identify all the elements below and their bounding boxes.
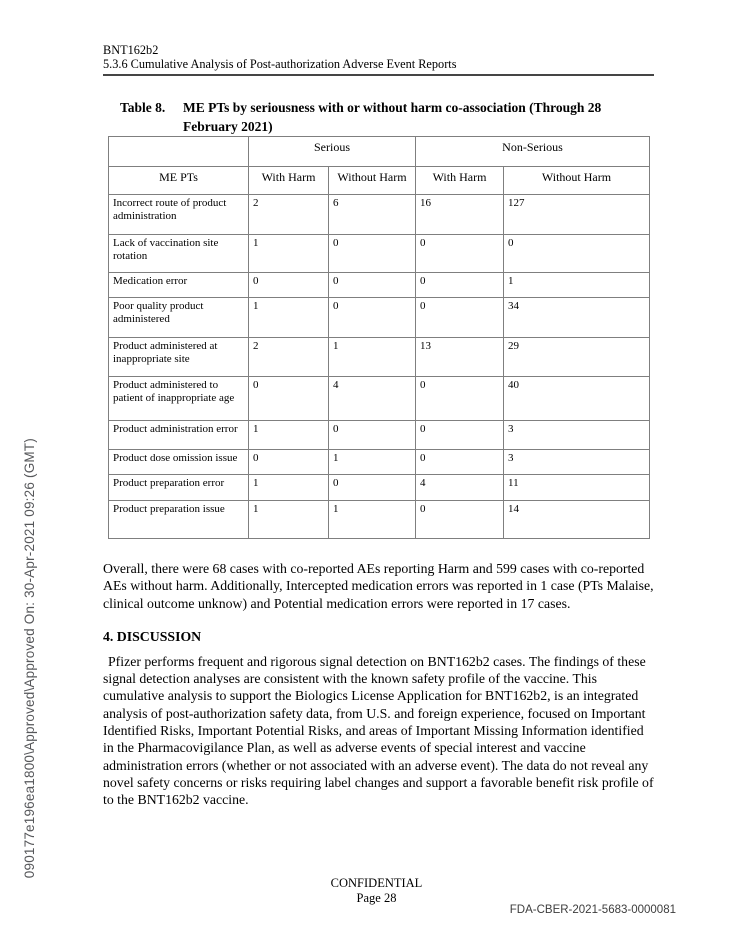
empty-corner-cell xyxy=(109,137,249,167)
count-cell: 13 xyxy=(416,338,504,377)
table-row xyxy=(109,501,650,539)
count-cell: 0 xyxy=(416,235,504,273)
summary-paragraph: Overall, there were 68 cases with co-reported AEs reporting Harm and 599 cases with co-reported AEs without harm. Additionally, Intercepted medication errors was reported in 1 case (PTs Malaise, clinical outcome unknow) and Potential medication errors were reported in 17 cases. xyxy=(103,561,654,611)
count-cell: 0 xyxy=(249,377,329,421)
table-row xyxy=(109,298,650,338)
count-cell: 0 xyxy=(329,235,416,273)
count-cell: 0 xyxy=(416,377,504,421)
me-pts-table xyxy=(108,136,650,539)
count-cell: 1 xyxy=(504,273,650,298)
count-cell: 127 xyxy=(504,195,650,235)
count-cell: 11 xyxy=(504,475,650,501)
pt-name-cell: Product administered to patient of inappropriate age xyxy=(109,377,249,421)
count-cell: 16 xyxy=(416,195,504,235)
count-cell: 0 xyxy=(329,273,416,298)
count-cell: 0 xyxy=(416,450,504,475)
count-cell: 1 xyxy=(329,450,416,475)
count-cell: 1 xyxy=(249,475,329,501)
pt-name-cell: Incorrect route of product administration xyxy=(109,195,249,235)
count-cell: 0 xyxy=(416,273,504,298)
count-cell: 2 xyxy=(249,338,329,377)
count-cell: 0 xyxy=(329,475,416,501)
table-row xyxy=(109,195,650,235)
count-cell: 34 xyxy=(504,298,650,338)
table-caption-text: ME PTs by seriousness with or without harm co-association (Through 28 February 2021) xyxy=(183,100,602,134)
count-cell: 1 xyxy=(249,501,329,539)
count-cell: 29 xyxy=(504,338,650,377)
pt-name-cell: Product preparation error xyxy=(109,475,249,501)
table-caption-label: Table 8. xyxy=(120,100,166,115)
table-row xyxy=(109,377,650,421)
count-cell: 40 xyxy=(504,377,650,421)
count-cell: 4 xyxy=(329,377,416,421)
header-product-name: BNT162b2 xyxy=(103,43,159,57)
column-group-non-serious: Non-Serious xyxy=(416,137,650,167)
pt-name-cell: Product administration error xyxy=(109,421,249,450)
count-cell: 3 xyxy=(504,450,650,475)
pt-name-cell: Medication error xyxy=(109,273,249,298)
me-pts-table-head xyxy=(109,137,650,195)
table-row xyxy=(109,273,650,298)
table-row xyxy=(109,421,650,450)
count-cell: 0 xyxy=(416,501,504,539)
pt-name-cell: Lack of vaccination site rotation xyxy=(109,235,249,273)
count-cell: 0 xyxy=(416,421,504,450)
count-cell: 6 xyxy=(329,195,416,235)
page-footer xyxy=(103,876,650,906)
column-group-serious: Serious xyxy=(249,137,416,167)
column-header-nonserious-without-harm: Without Harm xyxy=(504,167,650,195)
table-column-header-row xyxy=(109,167,650,195)
pt-name-cell: Product dose omission issue xyxy=(109,450,249,475)
column-header-me-pts: ME PTs xyxy=(109,167,249,195)
table-row xyxy=(109,338,650,377)
pt-name-cell: Product preparation issue xyxy=(109,501,249,539)
count-cell: 1 xyxy=(249,298,329,338)
table-caption xyxy=(120,98,654,136)
document-header xyxy=(103,44,654,71)
document-id-stamp: FDA-CBER-2021-5683-0000081 xyxy=(509,904,676,916)
count-cell: 2 xyxy=(249,195,329,235)
discussion-heading: 4. DISCUSSION xyxy=(103,628,202,644)
discussion-paragraph: Pfizer performs frequent and rigorous signal detection on BNT162b2 cases. The findings of these signal detection analyses are consistent with the known safety profile of the vaccine. This cumulative analysis to support the Biologics License Application for BNT162b2, is an integrated analysis of post-authorization safety data, from U.S. and foreign experience, focused on Important Identified Risks, Important Potential Risks, and areas of Important Missing Information identified in the Pharmacovigilance Plan, as well as adverse events of special interest and vaccine administration errors (whether or not associated with an adverse event). The data do not reveal any novel safety concerns or risks requiring label changes and support a favorable benefit risk profile of to the BNT162b2 vaccine. xyxy=(103,653,654,808)
count-cell: 1 xyxy=(329,501,416,539)
count-cell: 0 xyxy=(329,298,416,338)
table-row xyxy=(109,235,650,273)
column-header-serious-with-harm: With Harm xyxy=(249,167,329,195)
count-cell: 1 xyxy=(249,421,329,450)
pt-name-cell: Poor quality product administered xyxy=(109,298,249,338)
count-cell: 0 xyxy=(329,421,416,450)
table-group-header-row xyxy=(109,137,650,167)
page-content xyxy=(103,44,654,809)
table-row xyxy=(109,475,650,501)
count-cell: 1 xyxy=(249,235,329,273)
count-cell: 3 xyxy=(504,421,650,450)
column-header-nonserious-with-harm: With Harm xyxy=(416,167,504,195)
table-row xyxy=(109,450,650,475)
header-section-title: 5.3.6 Cumulative Analysis of Post-authorization Adverse Event Reports xyxy=(103,56,457,71)
header-rule xyxy=(103,74,654,76)
count-cell: 0 xyxy=(249,450,329,475)
count-cell: 0 xyxy=(249,273,329,298)
count-cell: 1 xyxy=(329,338,416,377)
me-pts-table-body xyxy=(109,195,650,539)
column-header-serious-without-harm: Without Harm xyxy=(329,167,416,195)
count-cell: 0 xyxy=(504,235,650,273)
pt-name-cell: Product administered at inappropriate site xyxy=(109,338,249,377)
sidebar-approval-stamp: 090177e196ea1800\Approved\Approved On: 30-Apr-2021 09:26 (GMT) xyxy=(22,437,37,878)
count-cell: 0 xyxy=(416,298,504,338)
confidential-label: CONFIDENTIAL xyxy=(330,876,423,890)
count-cell: 4 xyxy=(416,475,504,501)
count-cell: 14 xyxy=(504,501,650,539)
page-number: Page 28 xyxy=(356,891,397,905)
